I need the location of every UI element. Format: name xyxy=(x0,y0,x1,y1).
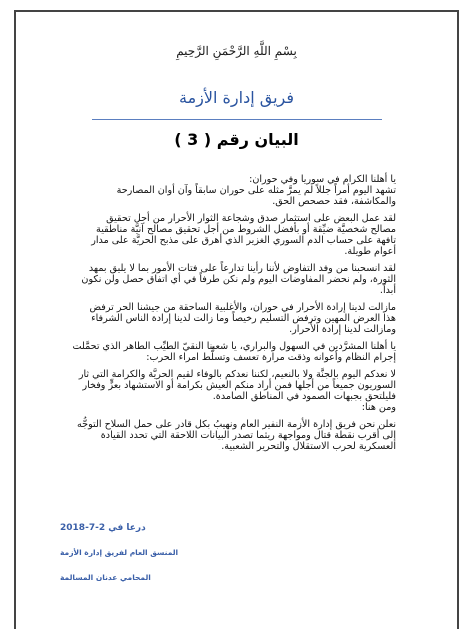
text-line: تشهد اليوم أمراً جللاً لم يمرَّ مثله على حوران سابقاً وآن أوان المصارحة xyxy=(116,185,396,196)
text-line: إجرام النظام وأعوانه وذقت مرارة تعسف وتسلُّط امراء الحرب: xyxy=(146,352,396,363)
paragraph xyxy=(58,302,396,335)
signature-date: درعا في 2-7-2018 xyxy=(60,523,146,533)
paragraph xyxy=(58,213,396,257)
signature-role: المنسق العام لفريق إدارة الأزمة xyxy=(60,548,179,557)
text-line: لا نعدكم اليوم بالجنَّة ولا بالنعيم، لكننا نعدكم بالوفاء لقيم الحريَّة والكرامة التي ثار xyxy=(78,369,396,380)
title-divider xyxy=(92,119,382,120)
text-line: تافهة على حساب الدم السوري الغزير الذي أهرق على مذبح الحريَّة على مدار xyxy=(91,235,396,246)
text-line: إلى أقرب نقطة قتال ومواجهة ريثما تصدر البيانات اللاحقة التي تحدد القيادة xyxy=(100,430,396,441)
text-line: ومازالت لدينا إرادة الأحرار. xyxy=(289,324,396,335)
team-title: فريق إدارة الأزمة xyxy=(178,88,294,107)
statement-title: البيان رقم ( 3 ) xyxy=(174,130,299,149)
text-line: والمكاشفة، فقد حصحص الحق. xyxy=(272,196,396,207)
text-line: لقد انسحبنا من وفد التفاوض لأننا رأينا تدارعاً على فتات الأمور بما لا يليق بمهد xyxy=(88,263,396,274)
text-line: الثورة، ولم نحضر المفاوضات اليوم ولم نكن طرفاً في أي اتفاق حصل ولن نكون xyxy=(81,274,396,285)
statement-body xyxy=(58,174,396,458)
text-line: مازالت لدينا إرادة الأحرار في حوران، والأغلبية الساحقة من جيشنا الحر ترفض xyxy=(89,302,396,313)
text-line: ومن هنا: xyxy=(361,402,396,413)
text-line: مصالح شخصيَّة ضيِّقة أو بأفضل الشروط من أجل تحقيق مصالح آنيَّة مناطقية xyxy=(96,224,396,235)
paragraph xyxy=(58,263,396,296)
paragraph xyxy=(58,341,396,363)
text-line: أبداً. xyxy=(379,285,396,296)
text-line: هذا العرض المهين وترفض التسليم رخيصاً وما زالت لدينا إرادة الناس الشرفاء xyxy=(91,313,396,324)
text-line: لقد عمل البعض على استثمار صدق وشجاعة الثوار الأحرار من أجل تحقيق xyxy=(106,213,396,224)
paragraph xyxy=(58,174,396,207)
text-line: يا أهلنا المشرَّدين في السهول والبراري، يا شعبنا النقيّ الطيِّب الطاهر الذي تحمَّلت xyxy=(72,341,396,352)
paragraph xyxy=(58,369,396,413)
signature-name: المحامي عدنان المسالمة xyxy=(60,573,151,582)
text-line: نعلن نحن فريق إدارة الأزمة النفير العام ونهيبُ بكل قادر على حمل السلاح التوجُّه xyxy=(77,419,396,430)
text-line: فليلتحق بجبهات الصمود في المناطق الصامدة. xyxy=(212,391,396,402)
text-line: العسكرية لحرب الاستقلال والتحرير الشعبية. xyxy=(221,441,396,452)
text-line: السوريون جميعاً من أجلها فمن أراد منكم العيش بكرامة أو الاستشهاد بعزٍّ وفخار xyxy=(82,380,396,391)
text-line: يا أهلنا الكرام في سوريا وفي حوران: xyxy=(249,174,396,185)
basmala: بِسْمِ اللَّهِ الرَّحْمَنِ الرَّحِيمِ xyxy=(176,44,297,58)
text-line: أعوام طويلة. xyxy=(344,246,396,257)
paragraph xyxy=(58,419,396,452)
